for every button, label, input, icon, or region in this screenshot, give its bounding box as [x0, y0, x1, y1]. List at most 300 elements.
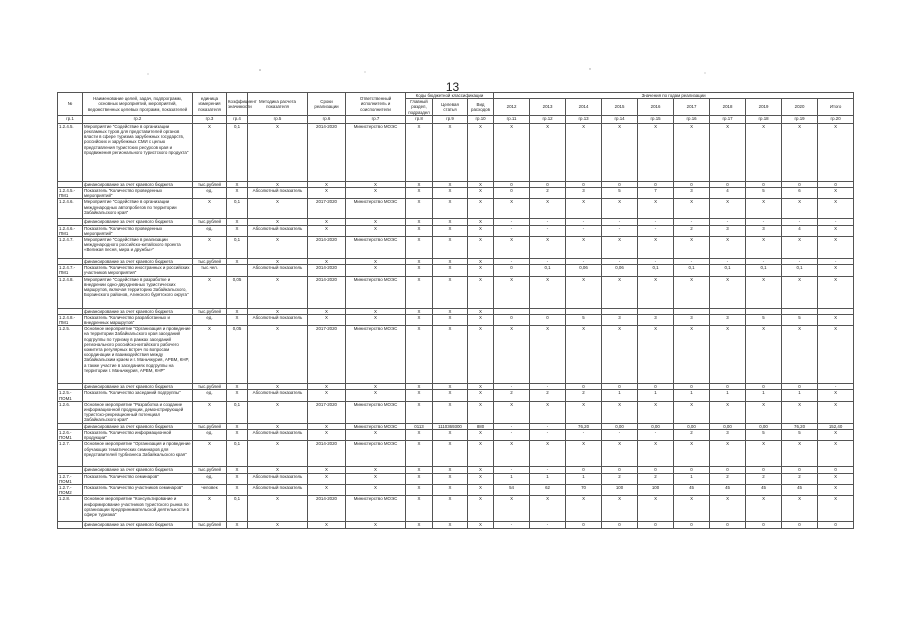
table-cell: 2017-2020 — [308, 401, 346, 423]
table-cell: - — [566, 219, 602, 225]
table-cell: 3 — [674, 188, 710, 199]
table-row — [58, 237, 854, 259]
table-cell: - — [674, 259, 710, 265]
table-cell: X — [746, 237, 782, 259]
indicators-table — [57, 92, 854, 529]
table-cell: 0 — [602, 181, 638, 187]
table-cell: X — [782, 496, 818, 522]
table-cell: X — [193, 441, 227, 467]
table-cell: - — [818, 384, 854, 390]
table-cell: X — [227, 314, 248, 325]
table-cell: 0 — [674, 522, 710, 528]
table-cell: 76,20 — [782, 423, 818, 429]
table-cell: X — [227, 473, 248, 484]
table-cell: 2014-2020 — [308, 441, 346, 467]
table-cell: 3 — [710, 225, 746, 236]
table-cell: 45 — [710, 485, 746, 496]
table-cell: 0 — [602, 467, 638, 473]
table-cell: 0,00 — [638, 423, 674, 429]
table-cell: 1 — [674, 390, 710, 401]
table-cell: X — [468, 123, 494, 181]
table-cell: человек — [193, 485, 227, 496]
table-cell: 45 — [782, 485, 818, 496]
header-name: Наименование целей, задач, подпрограмм, основных мероприятий, мероприятий, ведомственных целевых программ, показателей — [83, 93, 193, 116]
table-cell: 0 — [746, 384, 782, 390]
table-cell: - — [602, 430, 638, 441]
table-cell: 3 — [566, 188, 602, 199]
table-cell: Мероприятие "Содействие в разработке и внедрении одно-двухдневных туристических маршрутов, включая территорию Забайкальского, Борзинского районов, Агинского бурятского округа" — [83, 276, 193, 308]
table-cell: X — [346, 181, 406, 187]
table-cell: 0,1 — [227, 441, 248, 467]
table-cell: X — [406, 401, 433, 423]
header-budget-col: Главный раздел, подраздел — [406, 99, 433, 116]
table-cell: X — [248, 276, 308, 308]
table-cell: 5 — [602, 188, 638, 199]
column-number: гр.15 — [638, 115, 674, 123]
table-cell: X — [308, 225, 346, 236]
table-cell: 5 — [566, 314, 602, 325]
header-terms: Сроки реализации — [308, 93, 346, 116]
table-cell: X — [193, 401, 227, 423]
table-cell: X — [494, 401, 530, 423]
table-cell: 0 — [818, 522, 854, 528]
table-cell: 3 — [602, 314, 638, 325]
table-cell: 7 — [638, 188, 674, 199]
table-row — [58, 225, 854, 236]
table-cell: X — [710, 496, 746, 522]
table-cell: 0,05 — [227, 326, 248, 384]
column-number: гр.3 — [193, 115, 227, 123]
table-cell: 0,1 — [746, 265, 782, 276]
table-cell: X — [818, 401, 854, 423]
table-cell: 4 — [710, 188, 746, 199]
table-cell: X — [433, 259, 468, 265]
table-cell: 2014-2020 — [308, 265, 346, 276]
table-cell: 0,1 — [227, 496, 248, 522]
table-cell: X — [818, 390, 854, 401]
table-cell: X — [433, 467, 468, 473]
table-cell: - — [530, 430, 566, 441]
table-cell: X — [566, 199, 602, 219]
table-cell: X — [782, 123, 818, 181]
table-cell: 1.2.5. — [58, 326, 83, 384]
table-cell: X — [346, 225, 406, 236]
table-cell: X — [468, 401, 494, 423]
table-cell: 1.2.6.-ПОМ1 — [58, 430, 83, 441]
table-row — [58, 326, 854, 384]
table-cell: X — [468, 308, 494, 314]
table-cell: X — [638, 401, 674, 423]
table-cell: Министерство МОЭС — [346, 199, 406, 219]
table-cell: X — [193, 123, 227, 181]
table-cell: Министерство МОЭС — [346, 401, 406, 423]
header-year: 2019 — [746, 99, 782, 116]
table-cell: 1.2.7. — [58, 441, 83, 467]
table-row — [58, 401, 854, 423]
table-cell: X — [674, 276, 710, 308]
table-cell: X — [227, 467, 248, 473]
table-cell: X — [818, 441, 854, 467]
table-cell: Показатель "Количество семинаров" — [83, 473, 193, 484]
table-cell: X — [406, 390, 433, 401]
table-cell: X — [710, 123, 746, 181]
table-cell: X — [468, 467, 494, 473]
table-cell: 2017-2020 — [308, 326, 346, 384]
table-cell: 0,00 — [602, 423, 638, 429]
table-row — [58, 199, 854, 219]
table-cell: X — [308, 430, 346, 441]
header-year: 2020 — [782, 99, 818, 116]
table-cell: - — [566, 225, 602, 236]
table-cell: - — [818, 219, 854, 225]
table-cell: 0 — [782, 384, 818, 390]
table-cell: - — [530, 423, 566, 429]
table-cell: X — [468, 522, 494, 528]
header-method: Методика расчета показателя — [248, 93, 308, 116]
table-cell: 54 — [494, 485, 530, 496]
table-cell: 0 — [782, 467, 818, 473]
table-cell: X — [248, 219, 308, 225]
table-cell: X — [494, 199, 530, 219]
table-cell: X — [468, 314, 494, 325]
table-cell: 0 — [710, 384, 746, 390]
table-cell: X — [746, 441, 782, 467]
table-cell: - — [530, 225, 566, 236]
table-cell: 0 — [674, 384, 710, 390]
table-cell: X — [346, 485, 406, 496]
table-cell: X — [530, 123, 566, 181]
table-cell: X — [248, 522, 308, 528]
table-cell: X — [227, 384, 248, 390]
table-row — [58, 390, 854, 401]
table-cell: Мероприятие "Содействие в организации международных автопробегов по территории Забайкальского края" — [83, 199, 193, 219]
header-budget-col: Целевая статья — [433, 99, 468, 116]
table-cell: Основное мероприятие "Разработка и создание информационной продукции, демонстрирующей туристско-рекреационный потенциал Забайкальского края" — [83, 401, 193, 423]
column-number: гр.17 — [710, 115, 746, 123]
table-cell: Показатель "Количество иностранных и российских участников мероприятия" — [83, 265, 193, 276]
table-cell: Министерство МОЭС — [346, 123, 406, 181]
table-cell: Министерство МОЭС — [346, 496, 406, 522]
table-cell: X — [227, 308, 248, 314]
table-cell: 0 — [638, 384, 674, 390]
table-cell: 3 — [710, 314, 746, 325]
table-cell: 2014-2020 — [308, 237, 346, 259]
table-cell: X — [782, 441, 818, 467]
table-cell: 3 — [638, 314, 674, 325]
table-cell: 0 — [638, 467, 674, 473]
table-cell: X — [406, 237, 433, 259]
table-cell: 0 — [710, 522, 746, 528]
table-cell: X — [468, 384, 494, 390]
table-cell: X — [566, 123, 602, 181]
table-cell: X — [433, 401, 468, 423]
table-cell: X — [308, 308, 346, 314]
table-cell: Абсолютный показатель — [248, 314, 308, 325]
table-cell: 6 — [782, 188, 818, 199]
table-cell: Абсолютный показатель — [248, 485, 308, 496]
table-cell: 0,1 — [638, 265, 674, 276]
table-row — [58, 314, 854, 325]
table-cell: X — [602, 401, 638, 423]
table-cell: 76,20 — [566, 423, 602, 429]
table-cell: X — [406, 219, 433, 225]
table-cell: X — [406, 430, 433, 441]
table-cell: Показатель "Количество участников семинаров" — [83, 485, 193, 496]
table-cell: - — [494, 384, 530, 390]
table-cell: X — [818, 430, 854, 441]
table-cell: - — [638, 259, 674, 265]
table-cell: Абсолютный показатель — [248, 188, 308, 199]
table-cell: 2 — [782, 473, 818, 484]
table-cell: X — [602, 326, 638, 384]
table-cell: X — [674, 401, 710, 423]
table-cell: X — [433, 473, 468, 484]
table-cell: 1.2.4.8.-ПМ1 — [58, 314, 83, 325]
header-executor: Ответственный исполнитель и соисполнители — [346, 93, 406, 116]
column-number: гр.19 — [782, 115, 818, 123]
table-cell: X — [818, 485, 854, 496]
table-cell: 0,1 — [227, 237, 248, 259]
table-cell: X — [433, 441, 468, 467]
table-cell: 0 — [494, 265, 530, 276]
table-cell: 1.2.4.7. — [58, 237, 83, 259]
table-cell: X — [193, 496, 227, 522]
table-cell: X — [406, 441, 433, 467]
table-cell: X — [406, 259, 433, 265]
header-budget-col: Вид расходов — [468, 99, 494, 116]
table-cell: X — [346, 430, 406, 441]
table-cell: 0,00 — [674, 423, 710, 429]
table-cell: Абсолютный показатель — [248, 430, 308, 441]
table-cell: ед. — [193, 225, 227, 236]
table-cell: X — [406, 265, 433, 276]
table-cell: 2 — [494, 390, 530, 401]
table-cell: X — [406, 199, 433, 219]
table-cell: X — [433, 276, 468, 308]
table-cell: 0 — [710, 181, 746, 187]
table-cell: X — [494, 276, 530, 308]
table-cell: 1 — [746, 390, 782, 401]
table-row — [58, 188, 854, 199]
table-cell: X — [674, 326, 710, 384]
table-cell: 0 — [566, 467, 602, 473]
table-cell: X — [406, 496, 433, 522]
table-cell: X — [248, 401, 308, 423]
table-cell: 2 — [674, 225, 710, 236]
table-cell: X — [346, 390, 406, 401]
column-number: гр.16 — [674, 115, 710, 123]
table-cell: финансирование за счет краевого бюджета — [83, 181, 193, 187]
table-cell: - — [566, 430, 602, 441]
header-unit: единица измерения показателя — [193, 93, 227, 116]
table-cell: финансирование за счет краевого бюджета — [83, 384, 193, 390]
table-cell: - — [494, 423, 530, 429]
table-cell: X — [346, 467, 406, 473]
table-cell: - — [494, 259, 530, 265]
table-cell: 1 — [602, 390, 638, 401]
table-cell: - — [674, 219, 710, 225]
table-cell: X — [308, 219, 346, 225]
table-cell: 0 — [602, 384, 638, 390]
page-number: 13 — [445, 80, 460, 94]
table-cell: 0 — [494, 181, 530, 187]
table-cell: X — [566, 276, 602, 308]
table-cell: X — [433, 384, 468, 390]
table-cell: X — [602, 276, 638, 308]
table-cell: Министерство МОЭС — [346, 423, 406, 429]
table-cell: Министерство МОЭС — [346, 276, 406, 308]
table-cell: 0,00 — [710, 423, 746, 429]
table-row — [58, 265, 854, 276]
table-cell: 2014-2020 — [308, 123, 346, 181]
header-no: № — [58, 93, 83, 116]
table-cell: финансирование за счет краевого бюджета — [83, 522, 193, 528]
table-cell: X — [346, 308, 406, 314]
table-cell: - — [782, 259, 818, 265]
table-cell: X — [530, 199, 566, 219]
table-cell: X — [710, 276, 746, 308]
table-cell: 0 — [818, 181, 854, 187]
table-cell: X — [308, 467, 346, 473]
table-cell: Министерство МОЭС — [346, 326, 406, 384]
table-cell: тыс.рублей — [193, 219, 227, 225]
table-cell: 1.2.7.-ПОМ1 — [58, 473, 83, 484]
table-cell: 0,05 — [227, 276, 248, 308]
table-cell: - — [602, 219, 638, 225]
table-cell: X — [227, 423, 248, 429]
table-cell: X — [406, 308, 433, 314]
table-cell: X — [746, 123, 782, 181]
table-cell: X — [602, 199, 638, 219]
table-cell: X — [406, 181, 433, 187]
table-cell: X — [346, 188, 406, 199]
table-cell: 1 — [566, 473, 602, 484]
table-cell: тыс.рублей — [193, 522, 227, 528]
table-cell: X — [638, 326, 674, 384]
table-cell: X — [227, 390, 248, 401]
table-cell: ед. — [193, 390, 227, 401]
table-cell: ед. — [193, 314, 227, 325]
table-cell: - — [818, 259, 854, 265]
table-cell: X — [346, 522, 406, 528]
column-number: гр.13 — [566, 115, 602, 123]
table-cell: 1.2.4.7.-ПМ1 — [58, 265, 83, 276]
table-cell: 1110369300 — [433, 423, 468, 429]
table-cell: Мероприятие "Содействие в организации рекламных туров для представителей органов власти в сфере туризма зарубежных государств, российских и зарубежных СМИ с целью представления туристских ресурсов края и продвижения регионального туристского продукта" — [83, 123, 193, 181]
table-cell: X — [433, 522, 468, 528]
table-cell: 0,1 — [530, 265, 566, 276]
table-cell: X — [346, 384, 406, 390]
table-cell: X — [406, 188, 433, 199]
table-cell: - — [494, 430, 530, 441]
table-cell: X — [638, 496, 674, 522]
table-cell: X — [406, 384, 433, 390]
table-cell: X — [248, 199, 308, 219]
table-cell: 1.2.4.6. — [58, 199, 83, 219]
table-cell: X — [468, 199, 494, 219]
table-cell: X — [433, 430, 468, 441]
table-cell: X — [433, 390, 468, 401]
table-cell: X — [468, 390, 494, 401]
table-cell: ед. — [193, 188, 227, 199]
table-cell: 3 — [674, 314, 710, 325]
table-cell: финансирование за счет краевого бюджета — [83, 423, 193, 429]
table-cell: Основное мероприятие "Консультирование и информирование участников туристского рынка по организации предпринимательской деятельности в сфере туризма" — [83, 496, 193, 522]
table-cell: X — [468, 485, 494, 496]
table-cell: X — [248, 181, 308, 187]
table-cell: X — [530, 496, 566, 522]
table-cell: 2 — [530, 188, 566, 199]
table-cell: X — [433, 219, 468, 225]
table-cell: 1 — [638, 390, 674, 401]
table-cell: 62 — [530, 485, 566, 496]
table-cell: 0 — [494, 314, 530, 325]
table-cell: X — [468, 259, 494, 265]
header-year: 2017 — [674, 99, 710, 116]
table-cell: - — [710, 219, 746, 225]
table-cell: X — [308, 188, 346, 199]
table-cell: 1 — [530, 473, 566, 484]
table-cell: X — [530, 237, 566, 259]
column-number: гр.2 — [83, 115, 193, 123]
table-cell: 0,1 — [227, 401, 248, 423]
table-cell: 2014-2020 — [308, 496, 346, 522]
table-cell — [227, 265, 248, 276]
header-year: 2016 — [638, 99, 674, 116]
table-cell: X — [746, 401, 782, 423]
table-cell: X — [782, 326, 818, 384]
table-cell: финансирование за счет краевого бюджета — [83, 259, 193, 265]
table-cell: X — [782, 401, 818, 423]
table-cell: X — [248, 308, 308, 314]
table-cell: X — [674, 441, 710, 467]
table-cell: X — [638, 276, 674, 308]
table-cell: X — [406, 467, 433, 473]
table-cell: - — [710, 259, 746, 265]
table-cell: X — [433, 326, 468, 384]
table-cell: X — [433, 225, 468, 236]
table-cell: X — [346, 314, 406, 325]
table-cell: Министерство МОЭС — [346, 237, 406, 259]
table-cell: 1.2.4.5. — [58, 123, 83, 181]
table-cell: 0 — [674, 467, 710, 473]
table-cell: X — [406, 314, 433, 325]
table-cell: Абсолютный показатель — [248, 390, 308, 401]
table-cell: 1.2.7.-ПОМ2 — [58, 485, 83, 496]
table-cell: X — [248, 123, 308, 181]
table-cell: X — [227, 430, 248, 441]
table-cell: Абсолютный показатель — [248, 473, 308, 484]
table-cell: X — [566, 401, 602, 423]
table-cell: X — [406, 276, 433, 308]
table-row — [58, 123, 854, 181]
table-cell: X — [433, 237, 468, 259]
table-cell: X — [433, 123, 468, 181]
table-cell: 2014-2020 — [308, 276, 346, 308]
table-row — [58, 522, 854, 528]
header-year: Итого — [818, 99, 854, 116]
table-cell: 0 — [674, 181, 710, 187]
table-cell: 0 — [710, 467, 746, 473]
table-cell: X — [468, 219, 494, 225]
table-cell — [58, 522, 83, 528]
table-cell: X — [248, 237, 308, 259]
table-cell: X — [248, 384, 308, 390]
table-cell: 0 — [746, 522, 782, 528]
table-cell: - — [638, 219, 674, 225]
table-cell: X — [227, 181, 248, 187]
table-cell: X — [746, 276, 782, 308]
